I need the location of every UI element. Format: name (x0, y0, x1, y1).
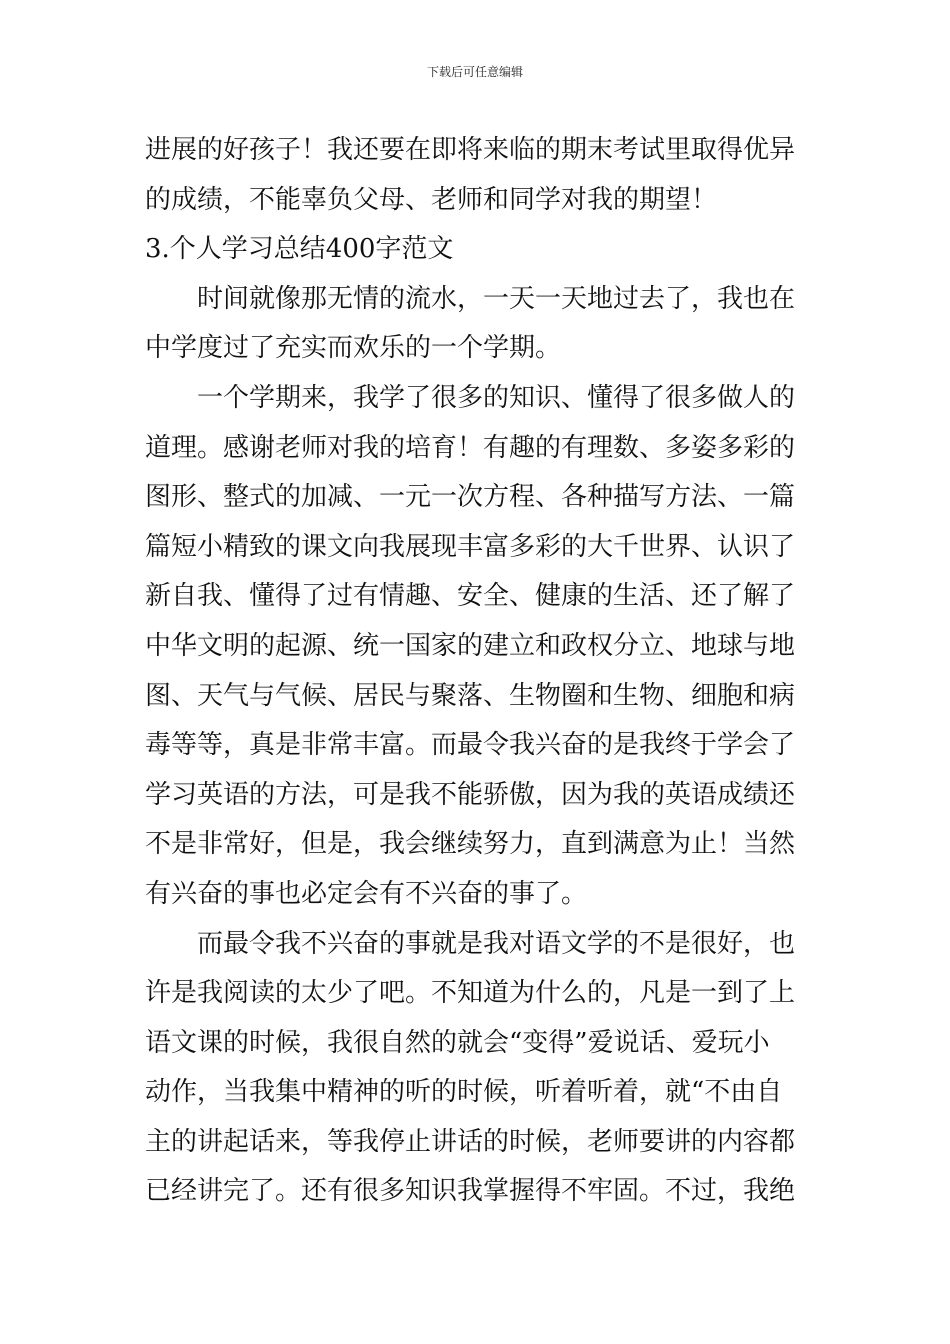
text-line: 中学度过了充实而欢乐的一个学期。 (145, 333, 562, 364)
text-line: 而最令我不兴奋的事就是我对语文学的不是很好，也 (197, 928, 796, 959)
text-line: 不是非常好，但是，我会继续努力，直到满意为止！当然 (145, 829, 796, 860)
text-line: 动作，当我集中精神的听的时候，听着听着，就“不由自 (145, 1077, 783, 1108)
text-line: 时间就像那无情的流水，一天一天地过去了，我也在 (197, 283, 796, 314)
text-line: 有兴奋的事也必定会有不兴奋的事了。 (145, 878, 588, 909)
text-line: 图、天气与气候、居民与聚落、生物圈和生物、细胞和病 (145, 680, 796, 711)
text-line: 3.个人学习总结400字范文 (145, 234, 454, 265)
text-line: 中华文明的起源、统一国家的建立和政权分立、地球与地 (145, 630, 796, 661)
text-line: 新自我、懂得了过有情趣、安全、健康的生活、还了解了 (145, 581, 796, 612)
text-line: 许是我阅读的太少了吧。不知道为什么的，凡是一到了上 (145, 978, 796, 1009)
text-line: 学习英语的方法，可是我不能骄傲，因为我的英语成绩还 (145, 779, 796, 810)
text-line: 一个学期来，我学了很多的知识、懂得了很多做人的 (197, 382, 796, 413)
text-line: 主的讲起话来，等我停止讲话的时候，老师要讲的内容都 (145, 1126, 796, 1157)
text-line: 毒等等，真是非常丰富。而最令我兴奋的是我终于学会了 (145, 730, 796, 761)
text-line: 已经讲完了。还有很多知识我掌握得不牢固。不过，我绝 (145, 1176, 796, 1207)
page-header: 下载后可任意编辑 (426, 65, 523, 79)
text-line: 的成绩，不能辜负父母、老师和同学对我的期望！ (145, 184, 718, 215)
text-line: 道理。感谢老师对我的培育！有趣的有理数、多姿多彩的 (145, 432, 796, 463)
document-body (145, 126, 809, 1217)
text-line: 篇短小精致的课文向我展现丰富多彩的大千世界、认识了 (145, 531, 796, 562)
text-line: 进展的好孩子！我还要在即将来临的期末考试里取得优异 (145, 135, 796, 165)
text-line: 语文课的时候，我很自然的就会“变得”爱说话、爱玩小 (145, 1027, 770, 1058)
text-line: 图形、整式的加减、一元一次方程、各种描写方法、一篇 (145, 482, 796, 513)
